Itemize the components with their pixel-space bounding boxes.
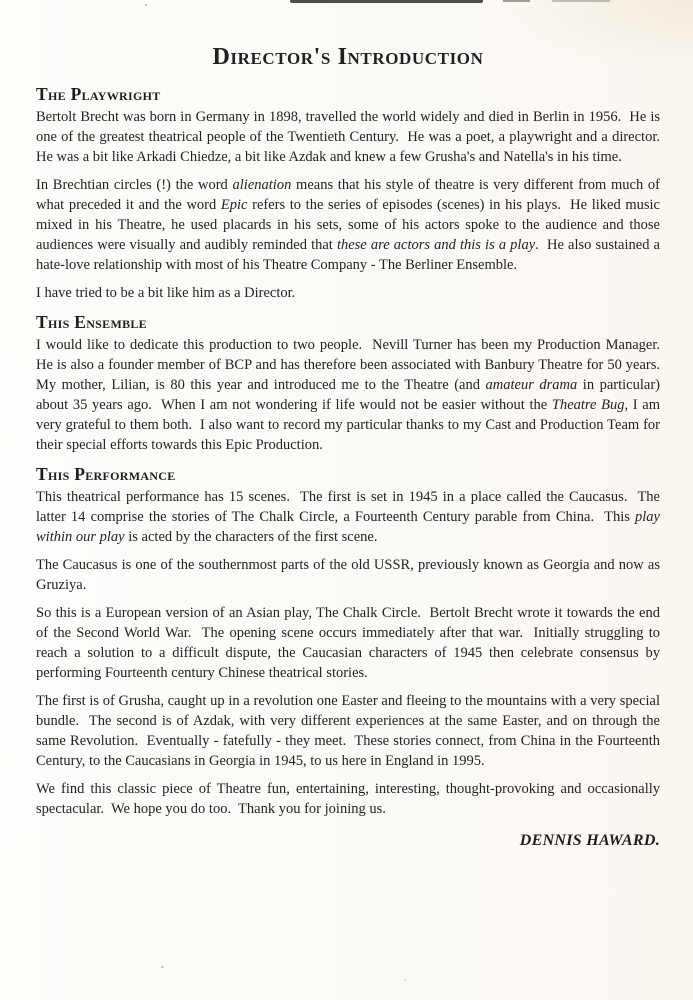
paragraph: I would like to dedicate this production to two people. Nevill Turner has been my Production Manager. He is also a founder member of BCP and has therefore been associated with Banbury Theatre for 50 years. My mother, Lilian, is 80 this year and introduced me to the Theatre (and amateur drama in particular) about 35 years ago. When I am not wondering if life would not be easier without the Theatre Bug, I am very grateful to them both. I also want to record my particular thanks to my Cast and Production Team for their special efforts towards this Epic Production. — [36, 337, 668, 453]
sections-container — [36, 83, 668, 819]
section-heading: This Performance — [36, 464, 176, 484]
page-content — [36, 42, 668, 851]
scan-speck — [145, 4, 147, 6]
paragraph: Bertolt Brecht was born in Germany in 1898, travelled the world widely and died in Berlin in 1956. He is one of the greatest theatrical people of the Twentieth Century. He was a poet, a playwright and a director. He was a bit like Arkadi Chiedze, a bit like Azdak and knew a few Grusha's and Natella's in his time. — [36, 109, 668, 165]
paragraph: So this is a European version of an Asian play, The Chalk Circle. Bertolt Brecht wrote it towards the end of the Second World War. The opening scene occurs immediately after that war. Initially struggling to reach a solution to a difficult dispute, the Caucasian characters of 1945 then celebrate consensus by performing Fourteenth century Chinese theatrical stories. — [36, 605, 664, 681]
section-heading: The Playwright — [36, 84, 161, 104]
italic-phrase: Theatre Bug — [551, 397, 625, 413]
italic-phrase: play within our play — [36, 509, 664, 545]
paragraph: The Caucasus is one of the southernmost parts of the old USSR, previously known as Georgia and now as Gruziya. — [36, 557, 664, 593]
scan-artifact-dash — [503, 0, 530, 2]
director-signature: DENNIS HAWARD. — [519, 832, 660, 849]
scan-speck — [161, 966, 164, 968]
paragraph: I have tried to be a bit like him as a Director. — [36, 285, 296, 301]
italic-phrase: Epic — [220, 197, 248, 213]
scan-artifact-dash — [552, 0, 610, 2]
paragraph: In Brechtian circles (!) the word alienation means that his style of theatre is very different from much of what preceded it and the word Epic refers to the series of episodes (scenes) in his plays. He liked music mixed in his Theatre, he used placards in his sets, some of his actors spoke to the audience and those audiences were visually and audibly reminded that these are actors and this is a play. He also sustained a hate-love relationship with most of his Theatre Company - The Berliner Ensemble. — [36, 177, 664, 273]
italic-phrase: these are actors and this is a play — [336, 237, 536, 253]
italic-phrase: alienation — [232, 177, 292, 193]
scan-speck — [404, 979, 406, 981]
italic-phrase: amateur drama — [485, 377, 578, 393]
paragraph: The first is of Grusha, caught up in a revolution one Easter and fleeing to the mountains with a very special bundle. The second is of Azdak, with very different experiences at the same Easter, and on through the same Revolution. Eventually - fatefully - they meet. These stories connect, from China in the Fourteenth Century, to the Caucasians in Georgia in 1945, to us here in England in 1995. — [36, 693, 664, 769]
scan-artifact-line — [290, 0, 483, 3]
paragraph: This theatrical performance has 15 scenes. The first is set in 1945 in a place called the Caucasus. The latter 14 comprise the stories of The Chalk Circle, a Fourteenth Century parable from China. This play within our play is acted by the characters of the first scene. — [36, 489, 664, 545]
page-title: Director's Introduction — [212, 44, 484, 70]
paragraph: We find this classic piece of Theatre fun, entertaining, interesting, thought-provoking and occasionally spectacular. We hope you do too. Thank you for joining us. — [36, 781, 664, 817]
section-heading: This Ensemble — [36, 312, 147, 332]
